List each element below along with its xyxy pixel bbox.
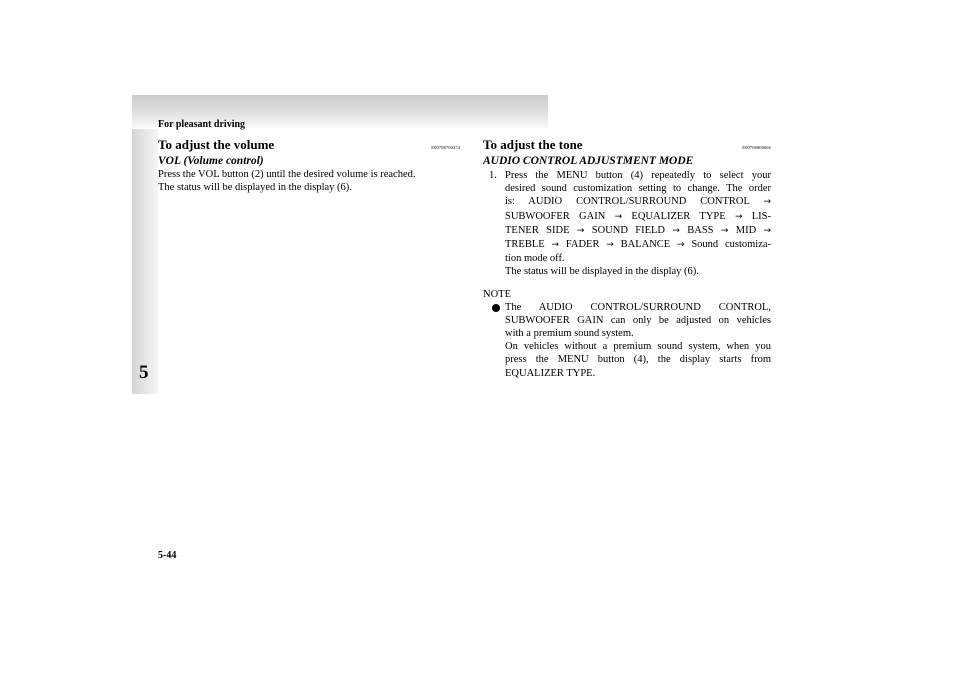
step-line: SUBWOOFER GAIN → EQUALIZER TYPE → LIS- <box>505 210 772 222</box>
note-label: NOTE <box>483 288 511 300</box>
chapter-number: 5 <box>139 362 149 383</box>
step-line: The status will be displayed in the display (6). <box>505 266 699 278</box>
arrow-icon: → <box>614 211 623 222</box>
step-number: 1. <box>489 170 497 181</box>
arrow-icon: → <box>606 240 614 251</box>
bullet-icon <box>492 304 500 312</box>
arrow-icon: → <box>576 225 585 236</box>
step-item <box>483 169 771 279</box>
arrow-icon: → <box>551 240 560 251</box>
arrow-icon: → <box>763 225 772 236</box>
tone-title: To adjust the tone <box>483 137 583 152</box>
volume-title: To adjust the volume <box>158 137 275 152</box>
chapter-tab <box>132 129 158 394</box>
tone-section <box>483 137 771 380</box>
step-line: Press the MENU button (4) repeatedly to select your <box>505 170 771 181</box>
note-item <box>483 301 771 380</box>
volume-ref-code: E00708700274 <box>431 145 460 150</box>
note-line: The AUDIO CONTROL/SURROUND CONTROL, <box>505 301 771 313</box>
note-line: press the MENU button (4), the display starts from <box>505 354 771 366</box>
page-number: 5-44 <box>158 550 177 561</box>
step-line: desired sound customization setting to change. The order <box>505 183 771 195</box>
note-line: EQUALIZER TYPE. <box>505 367 596 379</box>
arrow-icon: → <box>672 225 680 236</box>
note-line: SUBWOOFER GAIN can only be adjusted on vehicles <box>505 314 771 326</box>
arrow-icon: → <box>720 225 729 236</box>
note-line: with a premium sound system. <box>505 328 634 340</box>
tone-ref-code: E00708800666 <box>742 145 771 150</box>
chapter-heading: For pleasant driving <box>158 119 246 130</box>
tone-heading <box>483 137 771 154</box>
volume-heading <box>158 137 460 154</box>
arrow-icon: → <box>763 197 772 208</box>
vol-subtitle: VOL (Volume control) <box>158 155 264 167</box>
note-line: On vehicles without a premium sound system, when you <box>505 341 771 353</box>
step-line: tion mode off. <box>505 253 565 265</box>
vol-text-line: Press the VOL button (2) until the desired volume is reached. <box>158 169 416 180</box>
vol-text-line: The status will be displayed in the display (6). <box>158 182 352 194</box>
volume-section <box>158 137 460 194</box>
step-line: is: AUDIO CONTROL/SURROUND CONTROL → <box>505 196 772 208</box>
step-line: TENER SIDE → SOUND FIELD → BASS → MID → <box>505 224 772 236</box>
arrow-icon: → <box>677 240 685 251</box>
step-line: TREBLE → FADER → BALANCE → Sound customiza- <box>505 239 772 251</box>
arrow-icon: → <box>734 211 743 222</box>
audio-mode-subtitle: AUDIO CONTROL ADJUSTMENT MODE <box>483 155 694 167</box>
